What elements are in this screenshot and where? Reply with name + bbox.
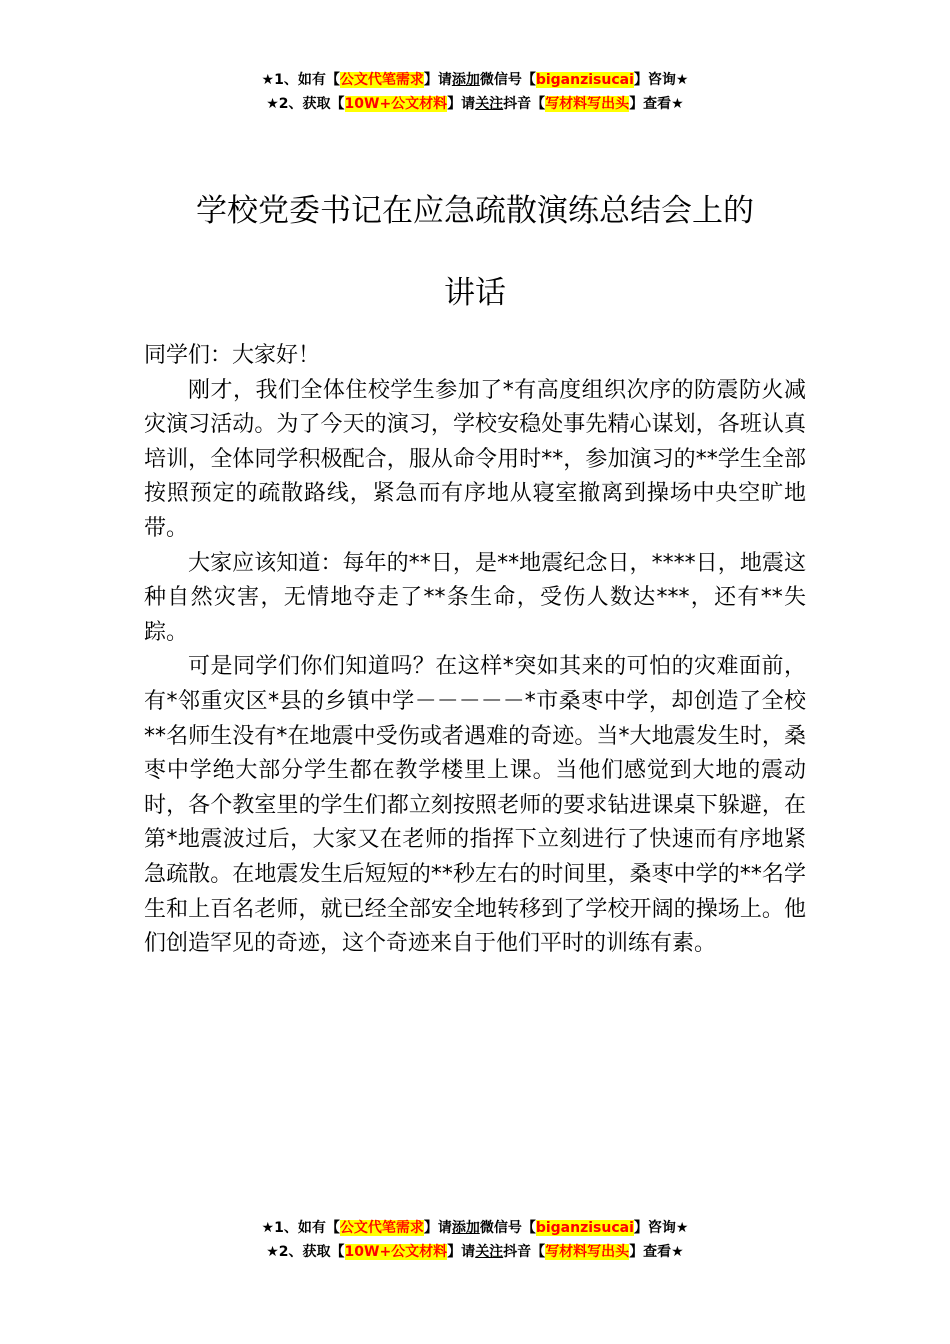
greeting: 同学们：大家好！: [144, 343, 321, 368]
underlined-add: 添加: [451, 72, 480, 88]
banner-line-1: ★1、如有【公文代笔需求】请添加微信号【biganzisucai】咨询★: [261, 1220, 689, 1236]
banner-line-2: ★2、获取【10W+公文材料】请关注抖音【写材料写出头】查看★: [266, 96, 684, 112]
body-paragraph-3: 可是同学们你们知道吗？在这样*突如其来的可怕的灾难面前，有*邻重灾区*县的乡镇中学－－－－－*市桑枣中学，却创造了全校**名师生没有*在地震中受伤或者遇难的奇迹。当*大地震发生时，桑枣中学绝大部分学生都在教学楼里上课。当他们感觉到大地的震动时，各个教室里的学生们都立刻按照老师的要求钻进课桌下躲避，在第*地震波过后，大家又在老师的指挥下立刻进行了快速而有序地紧急疏散。在地震发生后短短的**秒左右的时间里，桑枣中学的**名学生和上百名老师，就已经全部安全地转移到了学校开阔的操场上。他们创造罕见的奇迹，这个奇迹来自于他们平时的训练有素。: [144, 654, 806, 957]
title-line-2: 讲话: [444, 275, 506, 311]
highlight-wechat-id: biganzisucai: [535, 72, 634, 88]
highlight-service: 公文代笔需求: [339, 1220, 424, 1236]
document-title: [0, 170, 950, 334]
underlined-follow: 关注: [475, 96, 504, 112]
header-banner: [0, 68, 950, 116]
highlight-douyin-account: 写材料写出头: [545, 1244, 630, 1260]
banner-line-1: ★1、如有【公文代笔需求】请添加微信号【biganzisucai】咨询★: [261, 72, 689, 88]
banner-line-2: ★2、获取【10W+公文材料】请关注抖音【写材料写出头】查看★: [266, 1244, 684, 1260]
highlight-douyin-account: 写材料写出头: [545, 96, 630, 112]
body-paragraph-1: 刚才，我们全体住校学生参加了*有高度组织次序的防震防火减灾演习活动。为了今天的演习，学校安稳处事先精心谋划，各班认真培训，全体同学积极配合，服从命令用时**，参加演习的**学生全部按照预定的疏散路线，紧急而有序地从寝室撤离到操场中央空旷地带。: [144, 377, 806, 541]
highlight-wechat-id: biganzisucai: [535, 1220, 634, 1236]
highlight-materials: 10W+公文材料: [344, 1244, 448, 1260]
title-line-1: 学校党委书记在应急疏散演练总结会上的: [196, 193, 754, 229]
highlight-materials: 10W+公文材料: [344, 96, 448, 112]
document-body: [144, 339, 806, 962]
underlined-follow: 关注: [475, 1244, 504, 1260]
underlined-add: 添加: [451, 1220, 480, 1236]
highlight-service: 公文代笔需求: [339, 72, 424, 88]
body-paragraph-2: 大家应该知道：每年的**日，是**地震纪念日，****日，地震这种自然灾害，无情地夺走了**条生命，受伤人数达***，还有**失踪。: [144, 550, 806, 645]
footer-banner: [0, 1216, 950, 1264]
